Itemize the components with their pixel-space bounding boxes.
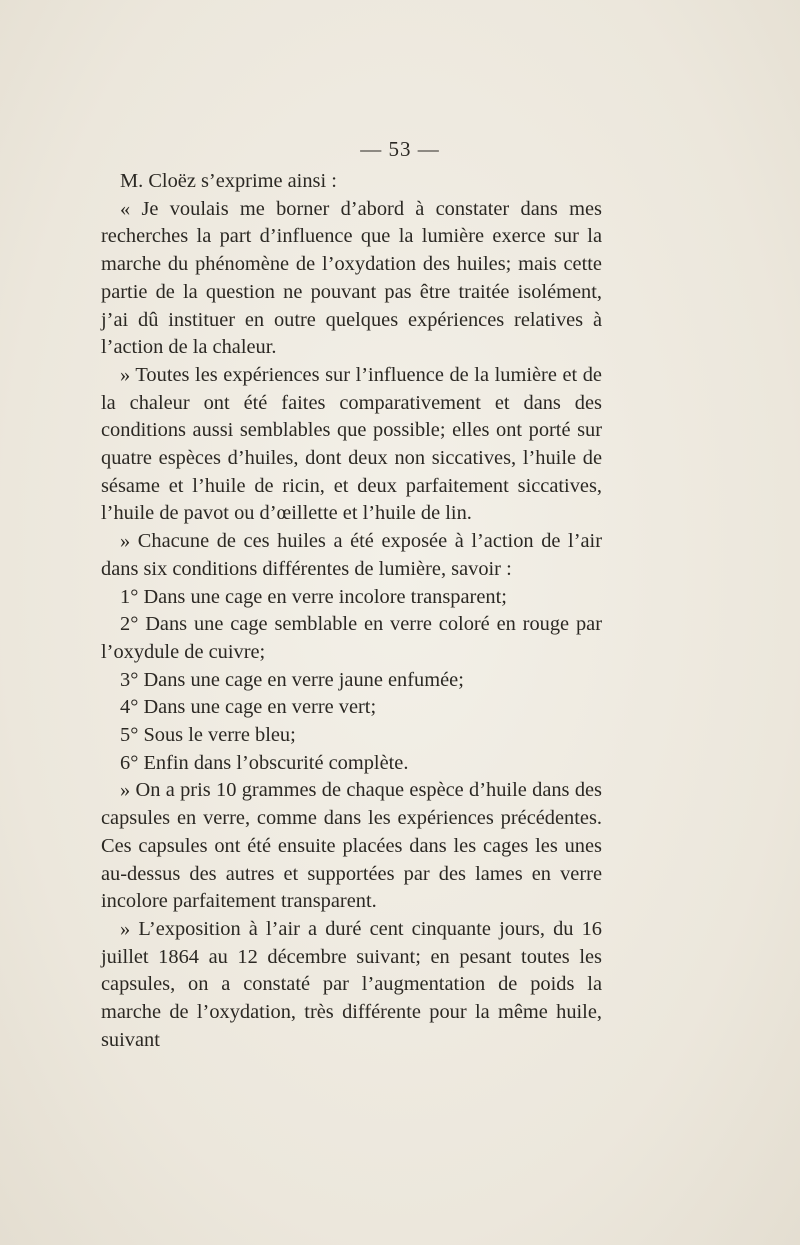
- body-text: [101, 168, 602, 1055]
- page-number: — 53 —: [360, 137, 440, 161]
- paragraph-intro: M. Cloëz s’exprime ainsi :: [120, 170, 337, 192]
- list-item-1: 1° Dans une cage en verre incolore transparent;: [120, 585, 507, 608]
- list-item-5: 5° Sous le verre bleu;: [120, 724, 296, 747]
- paragraph-capsules: » On a pris 10 grammes de chaque espèce d’huile dans des capsules en verre, comme dans les expériences précédentes. Ces capsules ont été ensuite placées dans les cages les unes au-dessus des autres et supportées par des lames en verre incolore parfaitement transparent.: [101, 779, 602, 913]
- list-item-2: 2° Dans une cage semblable en verre coloré en rouge par l’oxydule de cuivre;: [101, 613, 602, 663]
- paragraph-exposition: » L’exposition à l’air a duré cent cinquante jours, du 16 juillet 1864 au 12 décembre suivant; en pesant toutes les capsules, on a constaté par l’augmentation de poids la marche de l’oxydation, très différente pour la même huile, suivant: [101, 917, 602, 1051]
- list-item-6: 6° Enfin dans l’obscurité complète.: [120, 751, 409, 774]
- paragraph-quote-opening: « Je voulais me borner d’abord à constater dans mes recherches la part d’influence que la lumière exerce sur la marche du phénomène de l’oxydation des huiles; mais cette partie de la question ne pouvant pas être traitée isolément, j’ai dû instituer en outre quelques expériences relatives à l’action de la chaleur.: [101, 197, 602, 359]
- list-item-4: 4° Dans une cage en verre vert;: [120, 696, 377, 719]
- list-item-3: 3° Dans une cage en verre jaune enfumée;: [120, 668, 464, 691]
- paragraph-experiments: » Toutes les expériences sur l’influence de la lumière et de la chaleur ont été faites comparativement et dans des conditions aussi semblables que possible; elles ont porté sur quatre espèces d’huiles, dont deux non siccatives, l’huile de sésame et l’huile de ricin, et deux parfaitement siccatives, l’huile de pavot ou d’œillette et l’huile de lin.: [101, 363, 602, 525]
- paragraph-conditions: » Chacune de ces huiles a été exposée à l’action de l’air dans six conditions différentes de lumière, savoir :: [101, 530, 602, 580]
